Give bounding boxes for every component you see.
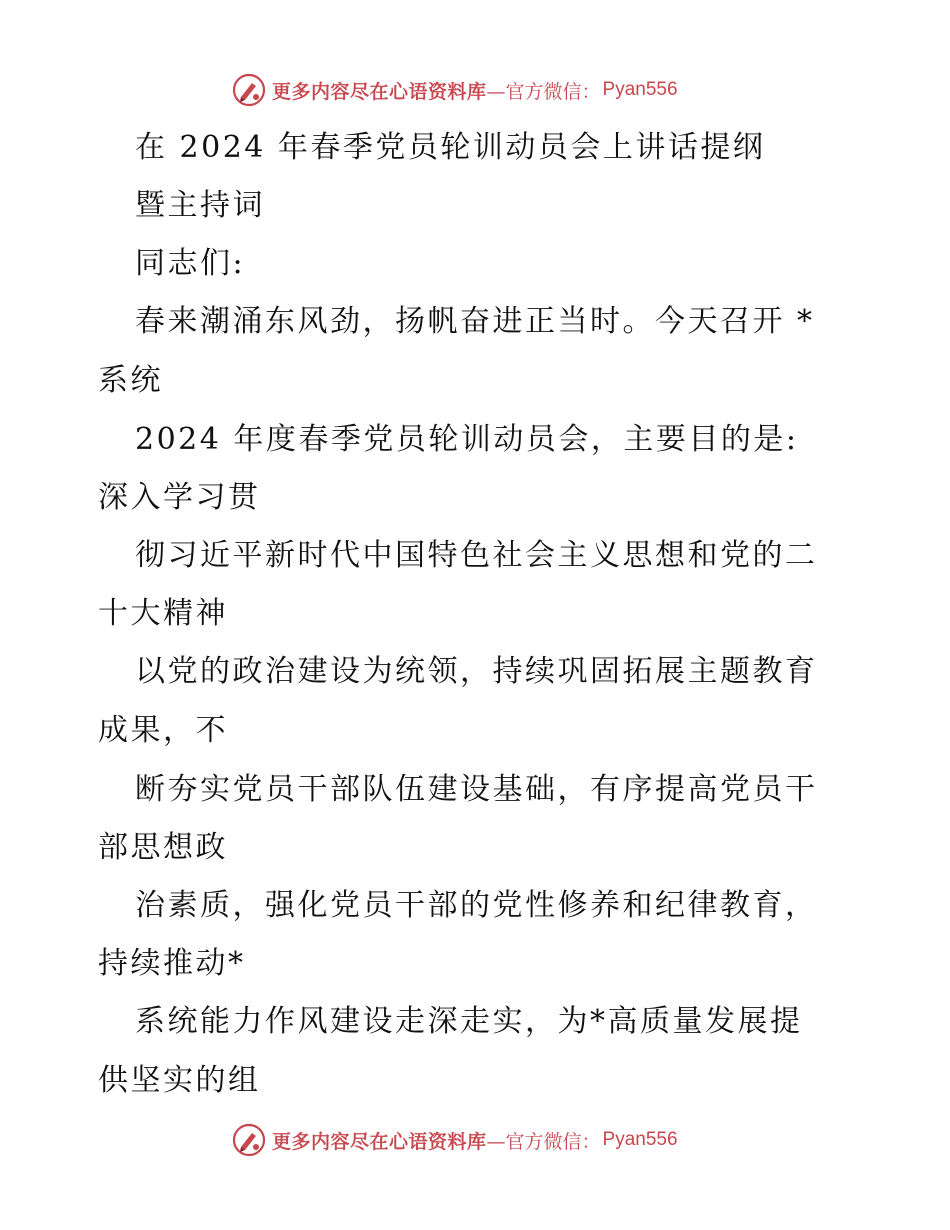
doc-text-line: 断夯实党员干部队伍建设基础，有序提高党员干 bbox=[135, 772, 818, 807]
doc-text-line: 成果，不 bbox=[98, 713, 228, 748]
footer-watermark bbox=[232, 1122, 678, 1158]
watermark-promo-text: 更多内容尽在心语资料库 bbox=[272, 1130, 487, 1153]
doc-text-line: 部思想政 bbox=[98, 830, 228, 865]
doc-salutation: 同志们: bbox=[135, 246, 246, 281]
watermark-official-text: —官方微信： bbox=[486, 1130, 601, 1153]
doc-text-line: 持续推动* bbox=[98, 946, 246, 981]
watermark-wechat-id: Pyan556 bbox=[602, 1129, 678, 1150]
doc-text-line: 彻习近平新时代中国特色社会主义思想和党的二 bbox=[135, 538, 818, 573]
doc-text-line: 春来潮涌东风劲，扬帆奋进正当时。今天召开 * bbox=[135, 304, 815, 339]
doc-text-line: 系统能力作风建设走深走实，为*高质量发展提 bbox=[135, 1004, 803, 1039]
doc-title-line-2: 暨主持词 bbox=[135, 188, 265, 223]
doc-text-line: 十大精神 bbox=[98, 596, 228, 631]
doc-text-line: 2024 年度春季党员轮训动员会，主要目的是: bbox=[135, 422, 799, 457]
doc-text-line: 以党的政治建设为统领，持续巩固拓展主题教育 bbox=[135, 654, 818, 689]
doc-text-line: 供坚实的组 bbox=[98, 1063, 261, 1098]
watermark-wechat-id: Pyan556 bbox=[602, 79, 678, 100]
doc-text-line: 治素质，强化党员干部的党性修养和纪律教育， bbox=[135, 888, 818, 923]
doc-text-line: 深入学习贯 bbox=[98, 480, 261, 515]
doc-title-line-1: 在 2024 年春季党员轮训动员会上讲话提纲 bbox=[135, 130, 766, 165]
watermark-official-text: —官方微信： bbox=[486, 80, 601, 103]
header-watermark bbox=[232, 72, 678, 108]
pen-logo-icon bbox=[232, 1123, 266, 1157]
doc-text-line: 系统 bbox=[98, 363, 163, 398]
watermark-promo-text: 更多内容尽在心语资料库 bbox=[272, 80, 487, 103]
pen-logo-icon bbox=[232, 73, 266, 107]
